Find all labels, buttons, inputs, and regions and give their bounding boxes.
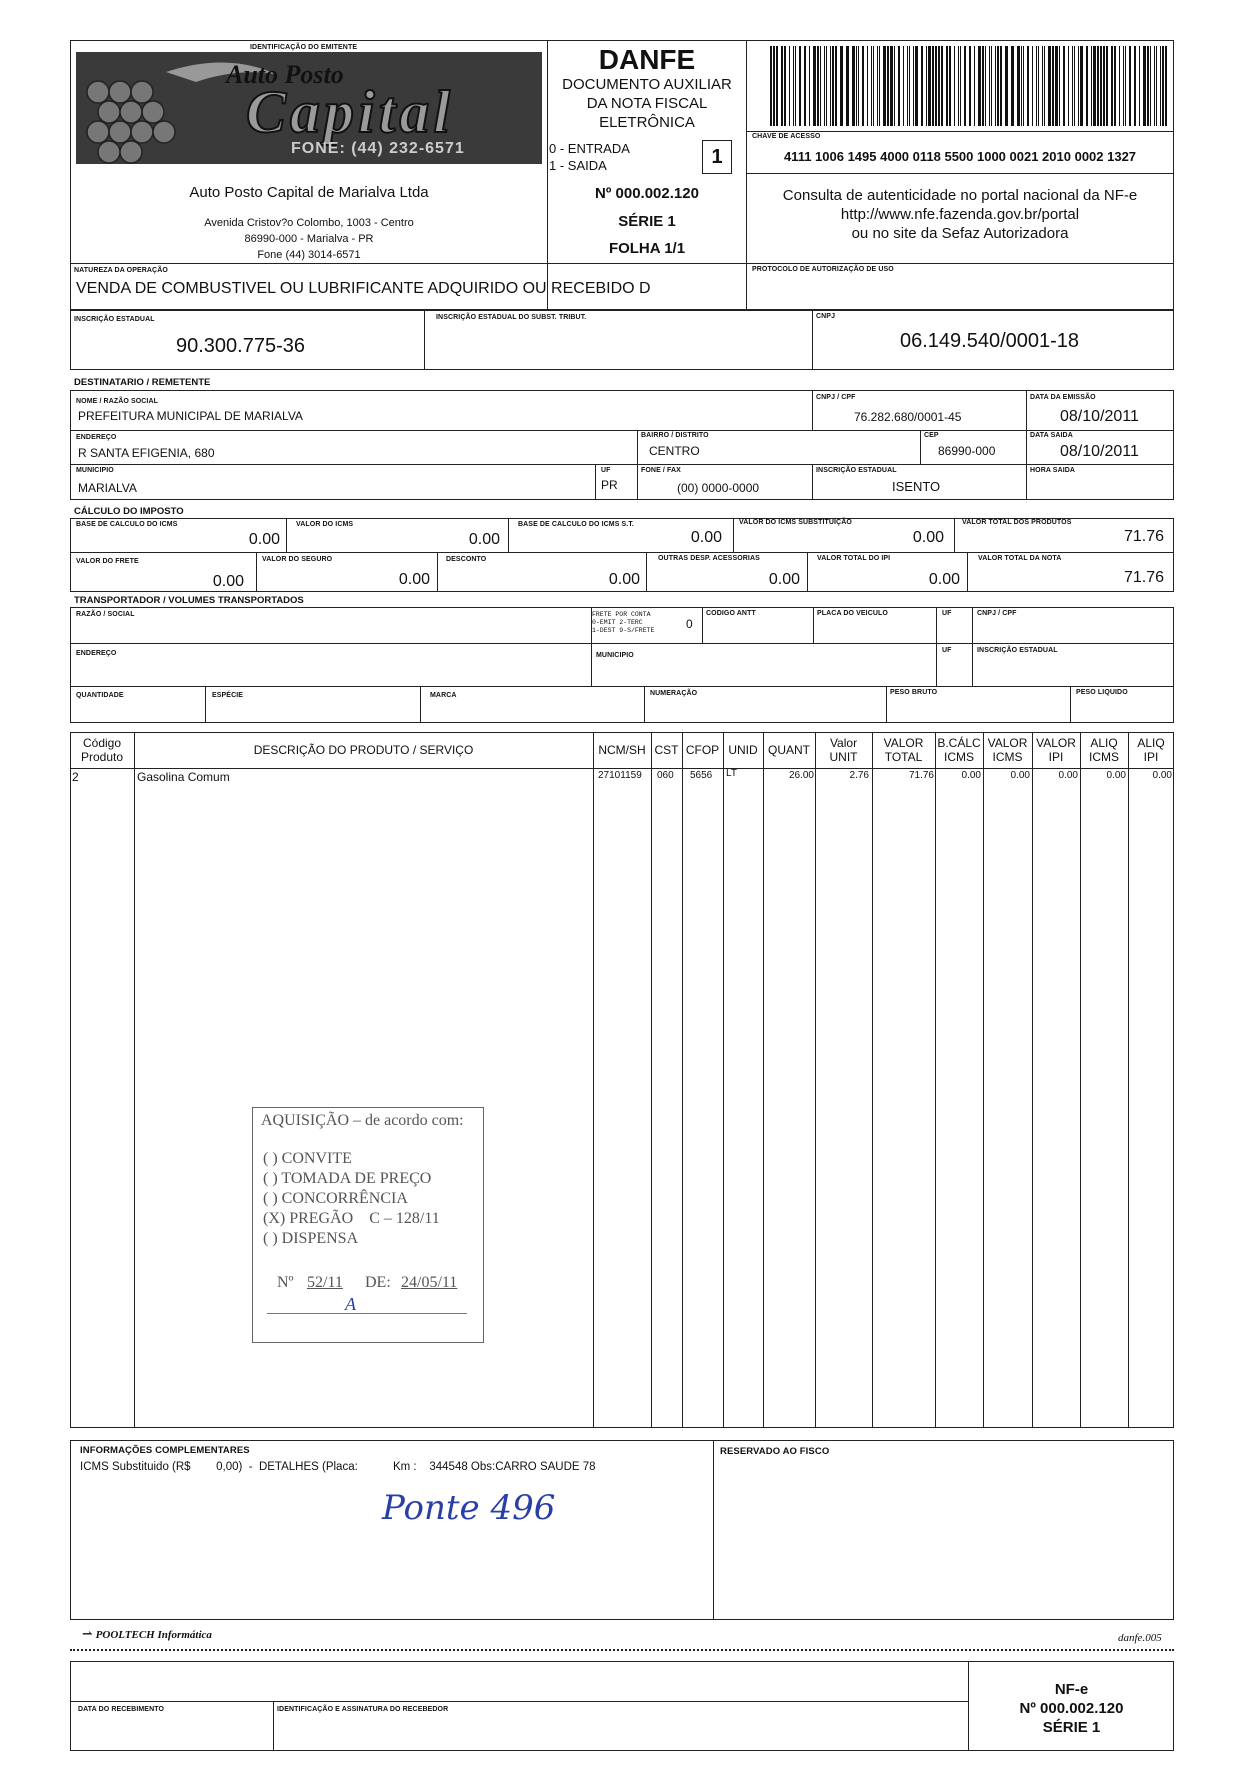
consulta-line-3: ou no site da Sefaz Autorizadora xyxy=(851,225,1069,242)
pooltech-brand: ⇀ POOLTECH Informática xyxy=(82,1626,212,1641)
danfe-code: danfe.005 xyxy=(1118,1632,1162,1644)
transp-placa-label: PLACA DO VEICULO xyxy=(817,610,888,617)
transp-peso-liquido-label: PESO LIQUIDO xyxy=(1076,689,1128,696)
cell-cfop: 5656 xyxy=(690,770,713,781)
dest-bairro-label: BAIRRO / DISTRITO xyxy=(641,432,709,439)
fisco-label: RESERVADO AO FISCO xyxy=(720,1446,830,1457)
pooltech-icon: ⇀ xyxy=(82,1626,93,1641)
natureza-value: VENDA DE COMBUSTIVEL OU LUBRIFICANTE ADQUIRIDO OU RECEBIDO D xyxy=(76,280,651,297)
stamp-title: AQUISIÇÃO – de acordo com: xyxy=(261,1112,464,1129)
v-prod-value: 71.76 xyxy=(1123,528,1164,545)
canhoto-data-label: DATA DO RECEBIMENTO xyxy=(78,1706,165,1713)
v-icms-value: 0.00 xyxy=(468,531,500,548)
transp-numeracao-label: NUMERAÇÃO xyxy=(650,690,698,697)
cell-aicms: 0.00 xyxy=(1106,770,1126,781)
outras-value: 0.00 xyxy=(768,571,800,588)
transp-frete-info xyxy=(592,611,654,635)
dest-nome-label: NOME / RAZÃO SOCIAL xyxy=(76,398,159,405)
dest-fone-label: FONE / FAX xyxy=(641,467,681,474)
canhoto-nfe: NF-e xyxy=(1054,1681,1089,1698)
ipi-value: 0.00 xyxy=(928,571,960,588)
cell-vunit: 2.76 xyxy=(849,770,869,781)
stamp-num-label: Nº xyxy=(277,1274,294,1291)
bc-icms-value: 0.00 xyxy=(248,531,280,548)
frete-value: 0.00 xyxy=(212,573,244,590)
imposto-section: CÁLCULO DO IMPOSTO xyxy=(74,506,184,517)
chave-value: 4111 1006 1495 4000 0118 5500 1000 0021 2010 0002 1327 xyxy=(783,149,1137,164)
danfe-title: DANFE xyxy=(598,44,696,75)
dest-fone-value: (00) 0000-0000 xyxy=(677,481,760,495)
th-cst: CST xyxy=(654,743,679,757)
bc-st-label: BASE DE CALCULO DO ICMS S.T. xyxy=(518,521,634,528)
cell-bcalc: 0.00 xyxy=(961,770,981,781)
cnpj-emit-value: 06.149.540/0001-18 xyxy=(900,330,1080,352)
th-unid: UNID xyxy=(728,743,758,757)
dest-emissao-label: DATA DA EMISSÃO xyxy=(1030,394,1096,401)
danfe-saida: 1 - SAIDA xyxy=(549,158,607,173)
dest-hora-label: HORA SAIDA xyxy=(1030,467,1076,474)
handwritten-note: Ponte 496 xyxy=(382,1488,556,1528)
dest-cep-label: CEP xyxy=(924,432,939,439)
natureza-label: NATUREZA DA OPERAÇÃO xyxy=(74,267,168,274)
desconto-label: DESCONTO xyxy=(446,556,487,563)
th-codigo: Código Produto xyxy=(80,736,124,764)
v-st-value: 0.00 xyxy=(912,529,944,546)
frete-line-1: FRETE POR CONTA xyxy=(592,611,651,618)
stamp-de-label: DE: xyxy=(365,1274,391,1291)
chave-label: CHAVE DE ACESSO xyxy=(752,133,821,140)
aquisicao-stamp xyxy=(252,1107,484,1343)
transp-qtd-label: QUANTIDADE xyxy=(76,692,124,699)
bc-st-value: 0.00 xyxy=(690,529,722,546)
v-prod-label: VALOR TOTAL DOS PRODUTOS xyxy=(962,519,1072,526)
transp-peso-bruto-label: PESO BRUTO xyxy=(890,689,938,696)
th-vipi: VALOR IPI xyxy=(1036,736,1076,764)
frete-line-3: 1-DEST 9-S/FRETE xyxy=(592,627,655,634)
bc-icms-label: BASE DE CALCULO DO ICMS xyxy=(76,521,178,528)
stamp-dispensa: ( ) DISPENSA xyxy=(263,1230,359,1247)
tear-line xyxy=(70,1649,1174,1651)
emitente-phone: Fone (44) 3014-6571 xyxy=(257,249,361,261)
cell-vtotal: 71.76 xyxy=(908,770,934,781)
frete-label: VALOR DO FRETE xyxy=(76,558,139,565)
transp-antt-label: CODIGO ANTT xyxy=(706,610,756,617)
cell-ncm: 27101159 xyxy=(598,770,642,781)
danfe-subtitle-1: DOCUMENTO AUXILIAR xyxy=(562,76,732,93)
dest-nome-value: PREFEITURA MUNICIPAL DE MARIALVA xyxy=(78,409,303,423)
danfe-subtitle-2: DA NOTA FISCAL xyxy=(586,95,708,112)
transp-marca-label: MARCA xyxy=(430,692,457,699)
seguro-label: VALOR DO SEGURO xyxy=(262,556,333,563)
th-vicms: VALOR ICMS xyxy=(987,736,1028,764)
canhoto-numero: Nº 000.002.120 xyxy=(1019,1700,1124,1717)
transp-frete-value: 0 xyxy=(686,617,693,631)
ie-st-label: INSCRIÇÃO ESTADUAL DO SUBST. TRIBUT. xyxy=(436,314,587,321)
desconto-value: 0.00 xyxy=(608,571,640,588)
transp-uf-label: UF xyxy=(942,610,952,617)
dest-emissao-value: 08/10/2011 xyxy=(1060,408,1139,425)
dest-cnpj-value: 76.282.680/0001-45 xyxy=(854,410,962,424)
dest-ie-label: INSCRIÇÃO ESTADUAL xyxy=(816,467,897,474)
canhoto-serie: SÉRIE 1 xyxy=(1042,1719,1101,1736)
cell-vicms: 0.00 xyxy=(1010,770,1030,781)
emitente-logo xyxy=(76,52,542,164)
barcode-icon xyxy=(768,46,1172,126)
dest-uf-label: UF xyxy=(601,467,611,474)
dest-endereco-label: ENDEREÇO xyxy=(76,434,117,441)
products-header xyxy=(0,732,1248,768)
cell-cst: 060 xyxy=(657,770,674,781)
transp-endereco-label: ENDEREÇO xyxy=(76,650,117,657)
dest-cnpj-label: CNPJ / CPF xyxy=(816,394,856,401)
danfe-numero: Nº 000.002.120 xyxy=(595,185,699,202)
transp-razao-label: RAZÃO / SOCIAL xyxy=(76,611,135,618)
th-aicms: ALIQ ICMS xyxy=(1089,736,1119,764)
transp-ie-label: INSCRIÇÃO ESTADUAL xyxy=(977,647,1058,654)
ipi-label: VALOR TOTAL DO IPI xyxy=(817,555,891,562)
logo-top-text: Auto Posto xyxy=(226,60,344,89)
dest-saida-value: 08/10/2011 xyxy=(1060,443,1139,460)
transp-especie-label: ESPÉCIE xyxy=(212,692,244,699)
logo-main-text: Capital xyxy=(246,79,455,145)
canhoto-assinatura-label: IDENTIFICAÇÃO E ASSINATURA DO RECEBEDOR xyxy=(277,1706,449,1713)
stamp-convite: ( ) CONVITE xyxy=(263,1150,352,1167)
v-icms-label: VALOR DO ICMS xyxy=(296,521,354,528)
th-vtotal: VALOR TOTAL xyxy=(883,736,924,764)
dest-endereco-value: R SANTA EFIGENIA, 680 xyxy=(78,446,215,460)
th-ncm: NCM/SH xyxy=(598,743,646,757)
dest-saida-label: DATA SAIDA xyxy=(1030,432,1073,439)
nota-value: 71.76 xyxy=(1123,569,1164,586)
danfe-tipo-box: 1 xyxy=(702,140,732,174)
transp-cnpj-label: CNPJ / CPF xyxy=(977,610,1017,617)
ie-value: 90.300.775-36 xyxy=(176,335,306,357)
cell-quant: 26.00 xyxy=(788,770,814,781)
dest-bairro-value: CENTRO xyxy=(649,444,700,458)
complementares-label: INFORMAÇÕES COMPLEMENTARES xyxy=(80,1445,250,1456)
dest-uf-value: PR xyxy=(601,478,618,492)
dest-cep-value: 86990-000 xyxy=(938,444,996,458)
nota-label: VALOR TOTAL DA NOTA xyxy=(978,555,1062,562)
emitente-address: Avenida Cristov?o Colombo, 1003 - Centro xyxy=(204,217,414,229)
protocolo-label: PROTOCOLO DE AUTORIZAÇÃO DE USO xyxy=(752,266,894,273)
danfe-folha: FOLHA 1/1 xyxy=(608,240,686,257)
cell-aipi: 0.00 xyxy=(1152,770,1172,781)
ie-label: INSCRIÇÃO ESTADUAL xyxy=(74,316,155,323)
stamp-num-value: 52/11 xyxy=(307,1274,343,1291)
emitente-section-label: IDENTIFICAÇÃO DO EMITENTE xyxy=(250,44,358,51)
cell-unid: LT xyxy=(726,768,737,779)
v-st-label: VALOR DO ICMS SUBSTITUIÇÃO xyxy=(739,519,852,526)
outras-label: OUTRAS DESP. ACESSORIAS xyxy=(658,555,760,562)
th-vunit: Valor UNIT xyxy=(829,736,858,764)
seguro-value: 0.00 xyxy=(398,571,430,588)
emitente-cep-city: 86990-000 - Marialva - PR xyxy=(244,233,374,245)
logo-phone-text: FONE: (44) 232-6571 xyxy=(291,140,465,157)
complementares-text: ICMS Substituido (R$ 0,00) - DETALHES (Placa: Km : 344548 Obs:CARRO SAUDE 78 xyxy=(80,1461,596,1473)
transporte-section: TRANSPORTADOR / VOLUMES TRANSPORTADOS xyxy=(74,595,304,606)
emitente-name: Auto Posto Capital de Marialva Ltda xyxy=(189,184,429,201)
consulta-line-2: http://www.nfe.fazenda.gov.br/portal xyxy=(840,206,1080,223)
danfe-serie: SÉRIE 1 xyxy=(618,213,676,230)
access-key-barcode xyxy=(768,46,1172,126)
cnpj-emit-label: CNPJ xyxy=(816,313,836,320)
stamp-concorrencia: ( ) CONCORRÊNCIA xyxy=(263,1190,408,1207)
destinatario-section: DESTINATARIO / REMETENTE xyxy=(74,377,211,388)
th-quant: QUANT xyxy=(768,743,810,757)
dest-municipio-value: MARIALVA xyxy=(78,481,137,495)
stamp-pregao: (X) PREGÃO C – 128/11 xyxy=(263,1210,440,1227)
products-table xyxy=(70,732,1174,1428)
frete-line-2: 0-EMIT 2-TERC xyxy=(592,619,643,626)
transp-uf2-label: UF xyxy=(942,647,952,654)
consulta-line-1: Consulta de autenticidade no portal nacional da NF-e xyxy=(782,187,1138,204)
th-descricao: DESCRIÇÃO DO PRODUTO / SERVIÇO xyxy=(253,743,474,757)
stamp-tomada: ( ) TOMADA DE PREÇO xyxy=(263,1170,432,1187)
dest-ie-value: ISENTO xyxy=(892,479,941,494)
danfe-subtitle-3: ELETRÔNICA xyxy=(599,114,695,131)
cell-codigo: 2 xyxy=(72,770,79,784)
dest-municipio-label: MUNICIPIO xyxy=(76,467,114,474)
th-cfop: CFOP xyxy=(685,743,720,757)
transp-municipio-label: MUNICIPIO xyxy=(596,652,634,659)
cell-descricao: Gasolina Comum xyxy=(137,770,230,784)
stamp-de-value: 24/05/11 xyxy=(401,1274,458,1291)
cell-vipi: 0.00 xyxy=(1058,770,1078,781)
stamp-mark: A xyxy=(345,1294,356,1314)
danfe-entrada: 0 - ENTRADA xyxy=(549,141,630,156)
th-aipi: ALIQ IPI xyxy=(1137,736,1165,764)
th-bcalc: B.CÁLC ICMS xyxy=(937,736,981,764)
